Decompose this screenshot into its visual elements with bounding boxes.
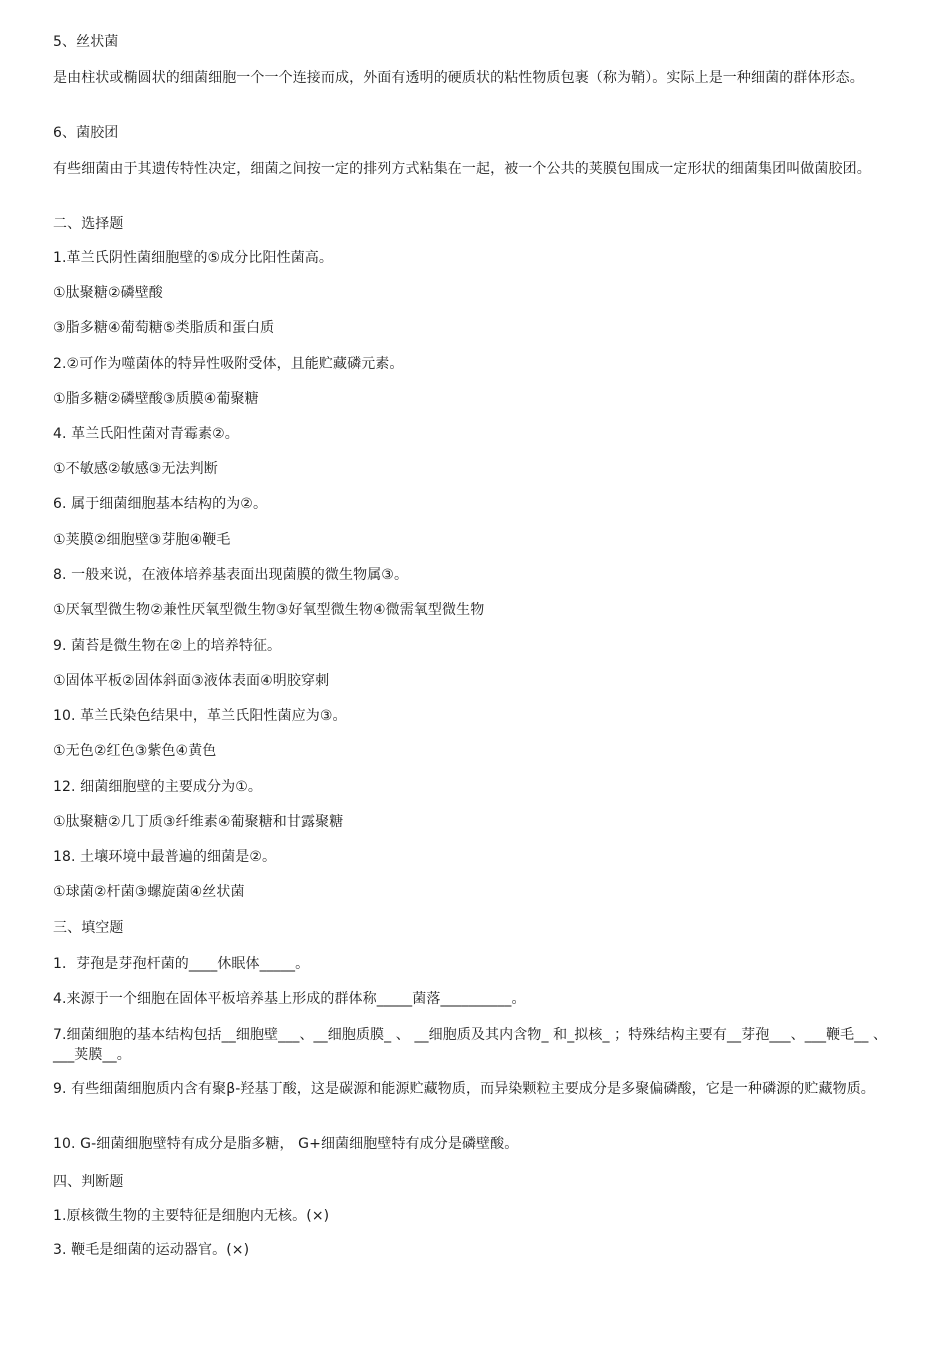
section-heading-choice: 二、选择题 xyxy=(53,216,124,232)
question-10: 10. 革兰氏染色结果中，革兰氏阳性菌应为③。 xyxy=(53,708,347,724)
heading-filamentous-bacteria: 5、丝状菌 xyxy=(53,34,119,50)
question-12: 12. 细菌细胞壁的主要成分为①。 xyxy=(53,779,262,795)
fill-in-4: 4.来源于一个细胞在固体平板培养基上形成的群体称_____菌落__________。 xyxy=(53,991,526,1007)
fill-in-1: 1．芽孢是芽孢杆菌的____休眠体_____。 xyxy=(53,956,310,972)
question-18: 18. 土壤环境中最普遍的细菌是②。 xyxy=(53,849,277,865)
question-1-options-b: ③脂多糖④葡萄糖⑤类脂质和蛋白质 xyxy=(53,320,275,336)
section-heading-true-false: 四、判断题 xyxy=(53,1174,124,1190)
judgement-1: 1.原核微生物的主要特征是细胞内无核。(×) xyxy=(53,1208,330,1224)
judgement-3: 3. 鞭毛是细菌的运动器官。(×) xyxy=(53,1242,250,1258)
section-heading-fill-in: 三、填空题 xyxy=(53,920,124,936)
paragraph-filamentous-bacteria: 是由柱状或椭圆状的细菌细胞一个一个连接而成，外面有透明的硬质状的粘性物质包裹（称为鞘）。实际上是一种细菌的群体形态。 xyxy=(53,70,864,86)
question-9: 9. 菌苔是微生物在②上的培养特征。 xyxy=(53,638,282,654)
question-9-options: ①固体平板②固体斜面③液体表面④明胶穿刺 xyxy=(53,673,330,689)
question-4: 4. 革兰氏阳性菌对青霉素②。 xyxy=(53,426,239,442)
fill-in-7: 7.细菌细胞的基本结构包括__细胞壁___、__细胞质膜_ 、 __细胞质及其内含物_ 和_拟核_ ；特殊结构主要有__芽孢___、___鞭毛__ 、___荚膜__。 xyxy=(53,1027,888,1063)
question-6-options: ①荚膜②细胞壁③芽胞④鞭毛 xyxy=(53,532,231,548)
paragraph-zoogloea: 有些细菌由于其遗传特性决定，细菌之间按一定的排列方式粘集在一起，被一个公共的荚膜包围成一定形状的细菌集团叫做菌胶团。 xyxy=(53,161,871,177)
heading-zoogloea: 6、菌胶团 xyxy=(53,125,119,141)
fill-in-9: 9. 有些细菌细胞质内含有聚β-羟基丁酸，这是碳源和能源贮藏物质，而异染颗粒主要成分是多聚偏磷酸，它是一种磷源的贮藏物质。 xyxy=(53,1081,875,1097)
question-8-options: ①厌氧型微生物②兼性厌氧型微生物③好氧型微生物④微需氧型微生物 xyxy=(53,602,485,618)
question-10-options: ①无色②红色③紫色④黄色 xyxy=(53,743,217,759)
question-1: 1.革兰氏阴性菌细胞壁的⑤成分比阳性菌高。 xyxy=(53,250,334,266)
question-6: 6. 属于细菌细胞基本结构的为②。 xyxy=(53,496,268,512)
question-12-options: ①肽聚糖②几丁质③纤维素④葡聚糖和甘露聚糖 xyxy=(53,814,344,830)
question-2: 2.②可作为噬菌体的特异性吸附受体，且能贮藏磷元素。 xyxy=(53,356,404,372)
fill-in-10: 10. G-细菌细胞壁特有成分是脂多糖， G+细菌细胞壁特有成分是磷壁酸。 xyxy=(53,1136,519,1152)
question-8: 8. 一般来说，在液体培养基表面出现菌膜的微生物属③。 xyxy=(53,567,409,583)
question-4-options: ①不敏感②敏感③无法判断 xyxy=(53,461,218,477)
question-1-options-a: ①肽聚糖②磷壁酸 xyxy=(53,285,163,301)
question-2-options: ①脂多糖②磷壁酸③质膜④葡聚糖 xyxy=(53,391,259,407)
question-18-options: ①球菌②杆菌③螺旋菌④丝状菌 xyxy=(53,884,245,900)
